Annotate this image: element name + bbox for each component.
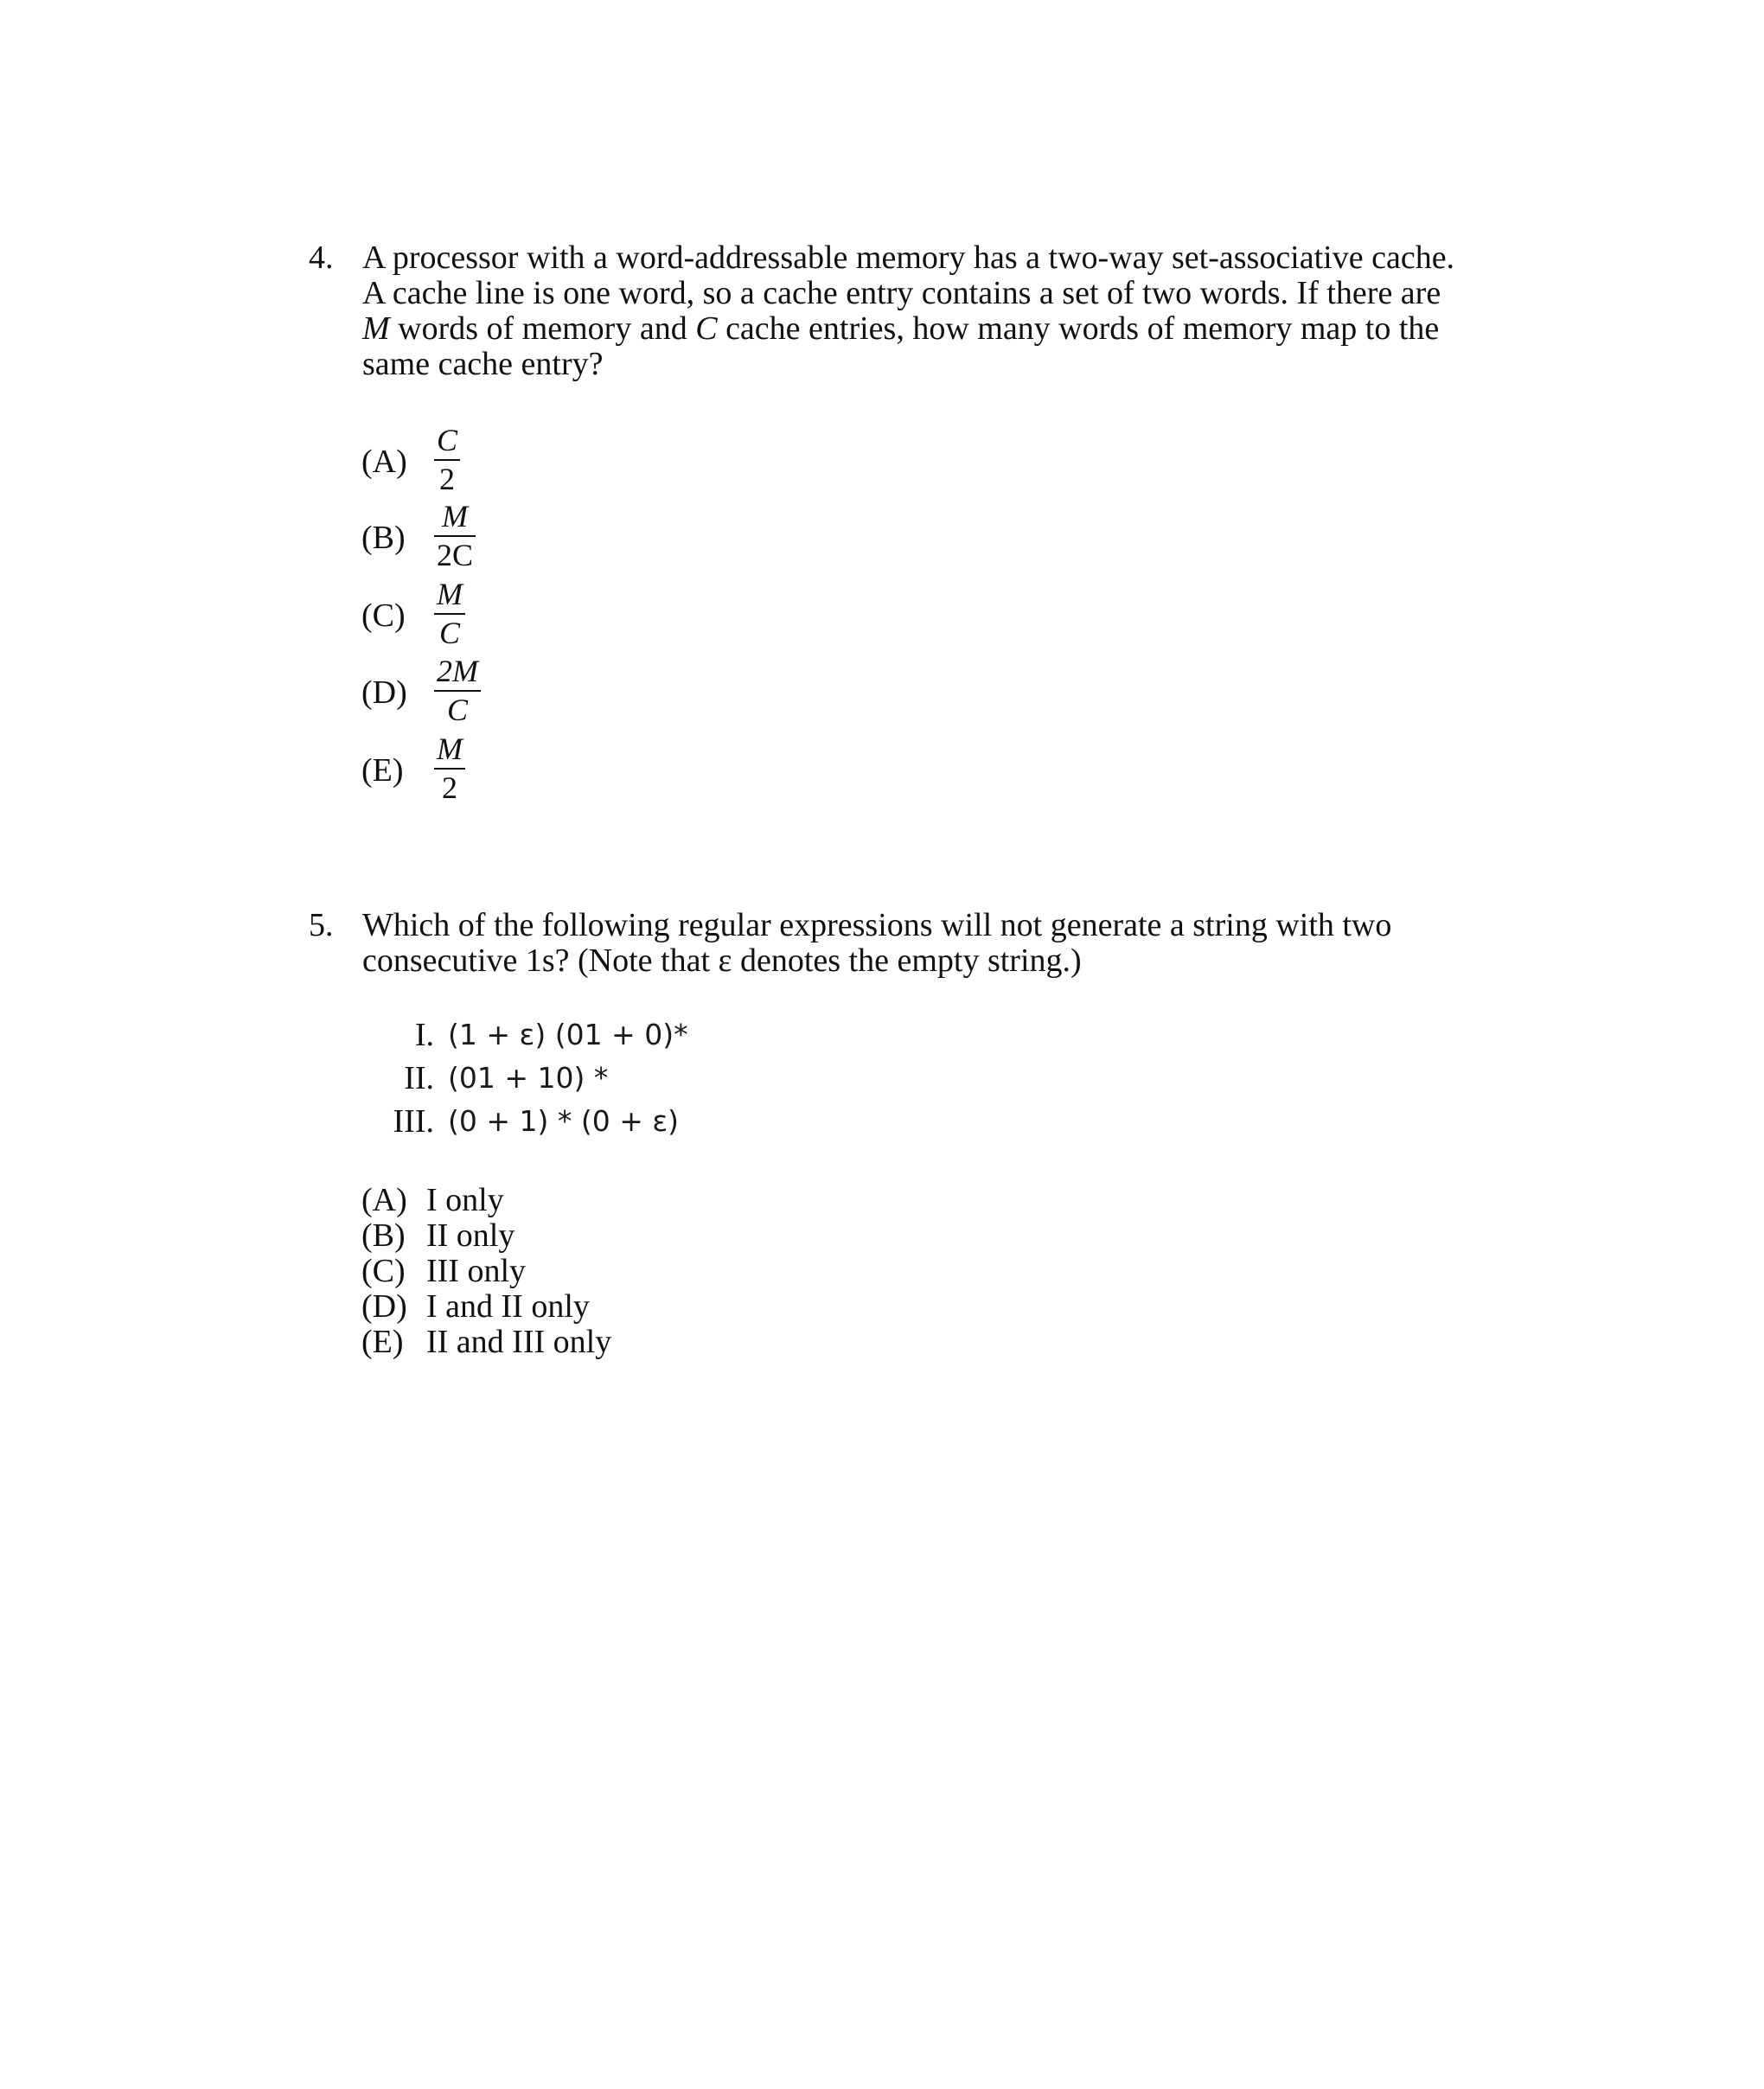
denominator: 2 — [442, 770, 457, 805]
stem-text: A cache line is one word, so a cache entry contains a set of two words. If there are — [362, 275, 1441, 311]
stem-line — [362, 943, 1435, 979]
choice-a[interactable] — [361, 424, 534, 501]
stem-text: Which of the following regular expressions will not generate a string with two — [362, 907, 1392, 943]
choice-d[interactable] — [361, 655, 534, 732]
choice-label: (B) — [361, 520, 406, 556]
choice-text: III only — [426, 1253, 527, 1289]
stem-line — [362, 347, 1435, 382]
question-stem — [362, 908, 1435, 979]
fraction — [434, 578, 465, 649]
choice-text: II and III only — [426, 1324, 612, 1360]
stem-text: consecutive 1s? (Note that ε denotes the empty string.) — [362, 942, 1082, 979]
statement-numeral: I. — [414, 1017, 434, 1053]
numerator: M — [437, 577, 463, 611]
stem-line — [362, 310, 1440, 347]
regex-expression: (0 + 1) * (0 + ε) — [448, 1104, 680, 1138]
fraction — [434, 424, 460, 495]
choice-text: I only — [426, 1182, 504, 1218]
choice-label: (C) — [361, 1253, 406, 1289]
question-number: 4. — [309, 240, 334, 276]
choice-b[interactable] — [361, 500, 534, 578]
stem-line — [362, 275, 1441, 311]
choice-label: (C) — [361, 597, 406, 634]
choice-text: I and II only — [426, 1288, 590, 1325]
fraction-bar — [434, 768, 465, 770]
choice-label: (B) — [361, 1217, 406, 1254]
fraction-bar — [434, 690, 481, 692]
denominator: 2 — [439, 462, 455, 496]
fraction-bar — [434, 459, 460, 461]
numerator: 2M — [437, 654, 478, 688]
numerator: M — [437, 731, 463, 766]
variable-m: M — [362, 310, 390, 347]
choice-label: (A) — [361, 444, 407, 480]
choice-label: (A) — [361, 1182, 407, 1218]
question-number: 5. — [309, 907, 334, 943]
stem-text: words of memory and — [389, 310, 696, 347]
statement-numeral: III. — [393, 1103, 434, 1140]
stem-text: same cache entry? — [362, 346, 604, 382]
choice-label: (E) — [361, 1324, 404, 1360]
numerator: C — [437, 423, 458, 457]
stem-text: cache entries, how many words of memory map to the — [717, 310, 1440, 347]
fraction — [434, 500, 476, 572]
fraction-bar — [434, 613, 465, 615]
statement-numeral: II. — [404, 1060, 434, 1096]
denominator: 2C — [437, 538, 474, 572]
variable-c: C — [695, 310, 718, 347]
numerator: M — [442, 499, 468, 533]
stem-line — [362, 240, 1455, 276]
question-stem — [362, 240, 1455, 382]
choice-label: (D) — [361, 674, 407, 711]
choice-text: II only — [426, 1217, 515, 1254]
choice-c[interactable] — [361, 578, 534, 655]
fraction-bar — [434, 535, 476, 537]
regex-expression: (1 + ε) (01 + 0)* — [448, 1018, 688, 1051]
choice-e[interactable] — [361, 732, 534, 810]
fraction — [434, 732, 465, 804]
choice-label: (E) — [361, 752, 404, 789]
fraction — [434, 655, 481, 726]
stem-text: A processor with a word-addressable memory has a two-way set-associative cache. — [362, 240, 1455, 276]
choice-label: (D) — [361, 1288, 407, 1325]
stem-line — [362, 908, 1435, 943]
regex-expression: (01 + 10) * — [448, 1061, 609, 1095]
denominator: C — [446, 693, 468, 727]
denominator: C — [438, 616, 460, 650]
